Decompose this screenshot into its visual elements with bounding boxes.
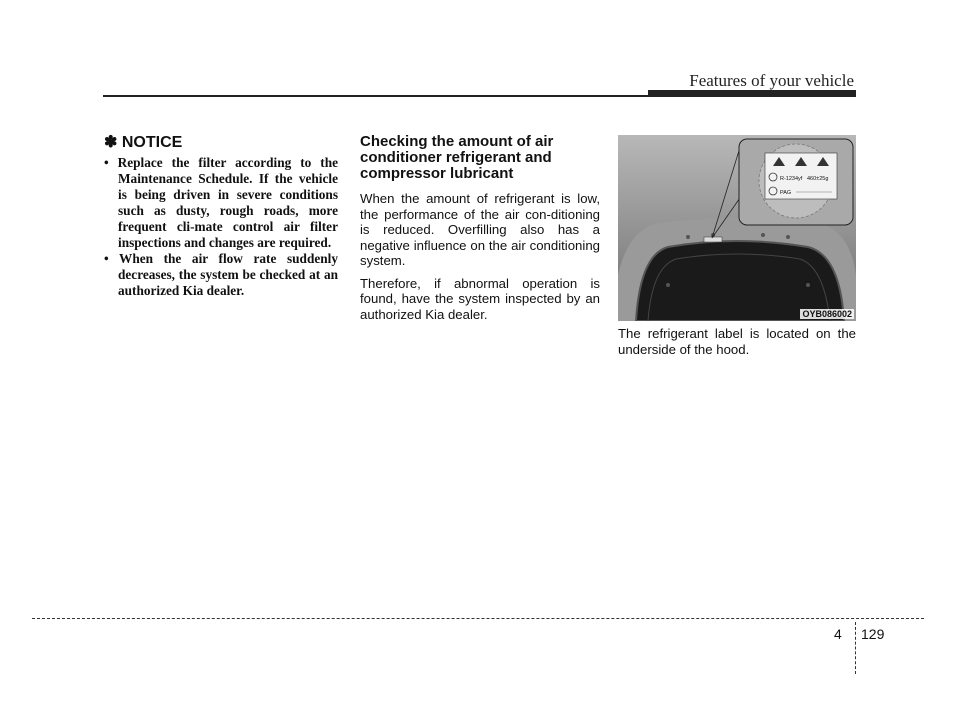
footer-divider <box>855 622 856 674</box>
section-heading: Checking the amount of air conditioner refrigerant and compressor lubricant <box>360 133 554 182</box>
notice-item-filter: • Replace the filter according to the Maintenance Schedule. If the vehicle is being driven in severe conditions such as dusty, rough roads, more frequent cli-mate control air filter inspections and changes are required. <box>104 155 338 251</box>
footer-rule <box>32 618 924 619</box>
notice-list <box>104 155 338 299</box>
section-paragraph-1: When the amount of refrigerant is low, the performance of the air con-ditioning is reduced. Overfilling also has a negative influence on the air conditioning system. <box>360 191 600 268</box>
figure-caption-block <box>618 326 856 364</box>
figure-code: OYB086002 <box>802 309 852 319</box>
section-paragraph-2: Therefore, if abnormal operation is found, have the system inspected by an authorized Kia dealer. <box>360 275 600 322</box>
notice-box <box>104 132 338 299</box>
hood-label-illustration <box>618 135 856 321</box>
figure-caption: The refrigerant label is located on the underside of the hood. <box>618 326 856 357</box>
running-header: Features of your vehicle <box>689 71 854 90</box>
page-number: 129 <box>861 626 885 642</box>
refrigerant-section <box>360 134 600 329</box>
label-refrigerant-amount: 460±25g <box>807 176 829 182</box>
label-refrigerant-type: R-1234yf <box>780 176 803 182</box>
notice-item-airflow: • When the air flow rate suddenly decreases, the system be checked at an authorized Kia dealer. <box>104 251 338 299</box>
label-lubricant-type: PAG <box>780 190 792 196</box>
hood-drawing <box>618 135 856 321</box>
chapter-number: 4 <box>834 626 842 642</box>
notice-title: ✽ NOTICE <box>104 134 183 151</box>
header-rule-accent <box>648 90 856 97</box>
